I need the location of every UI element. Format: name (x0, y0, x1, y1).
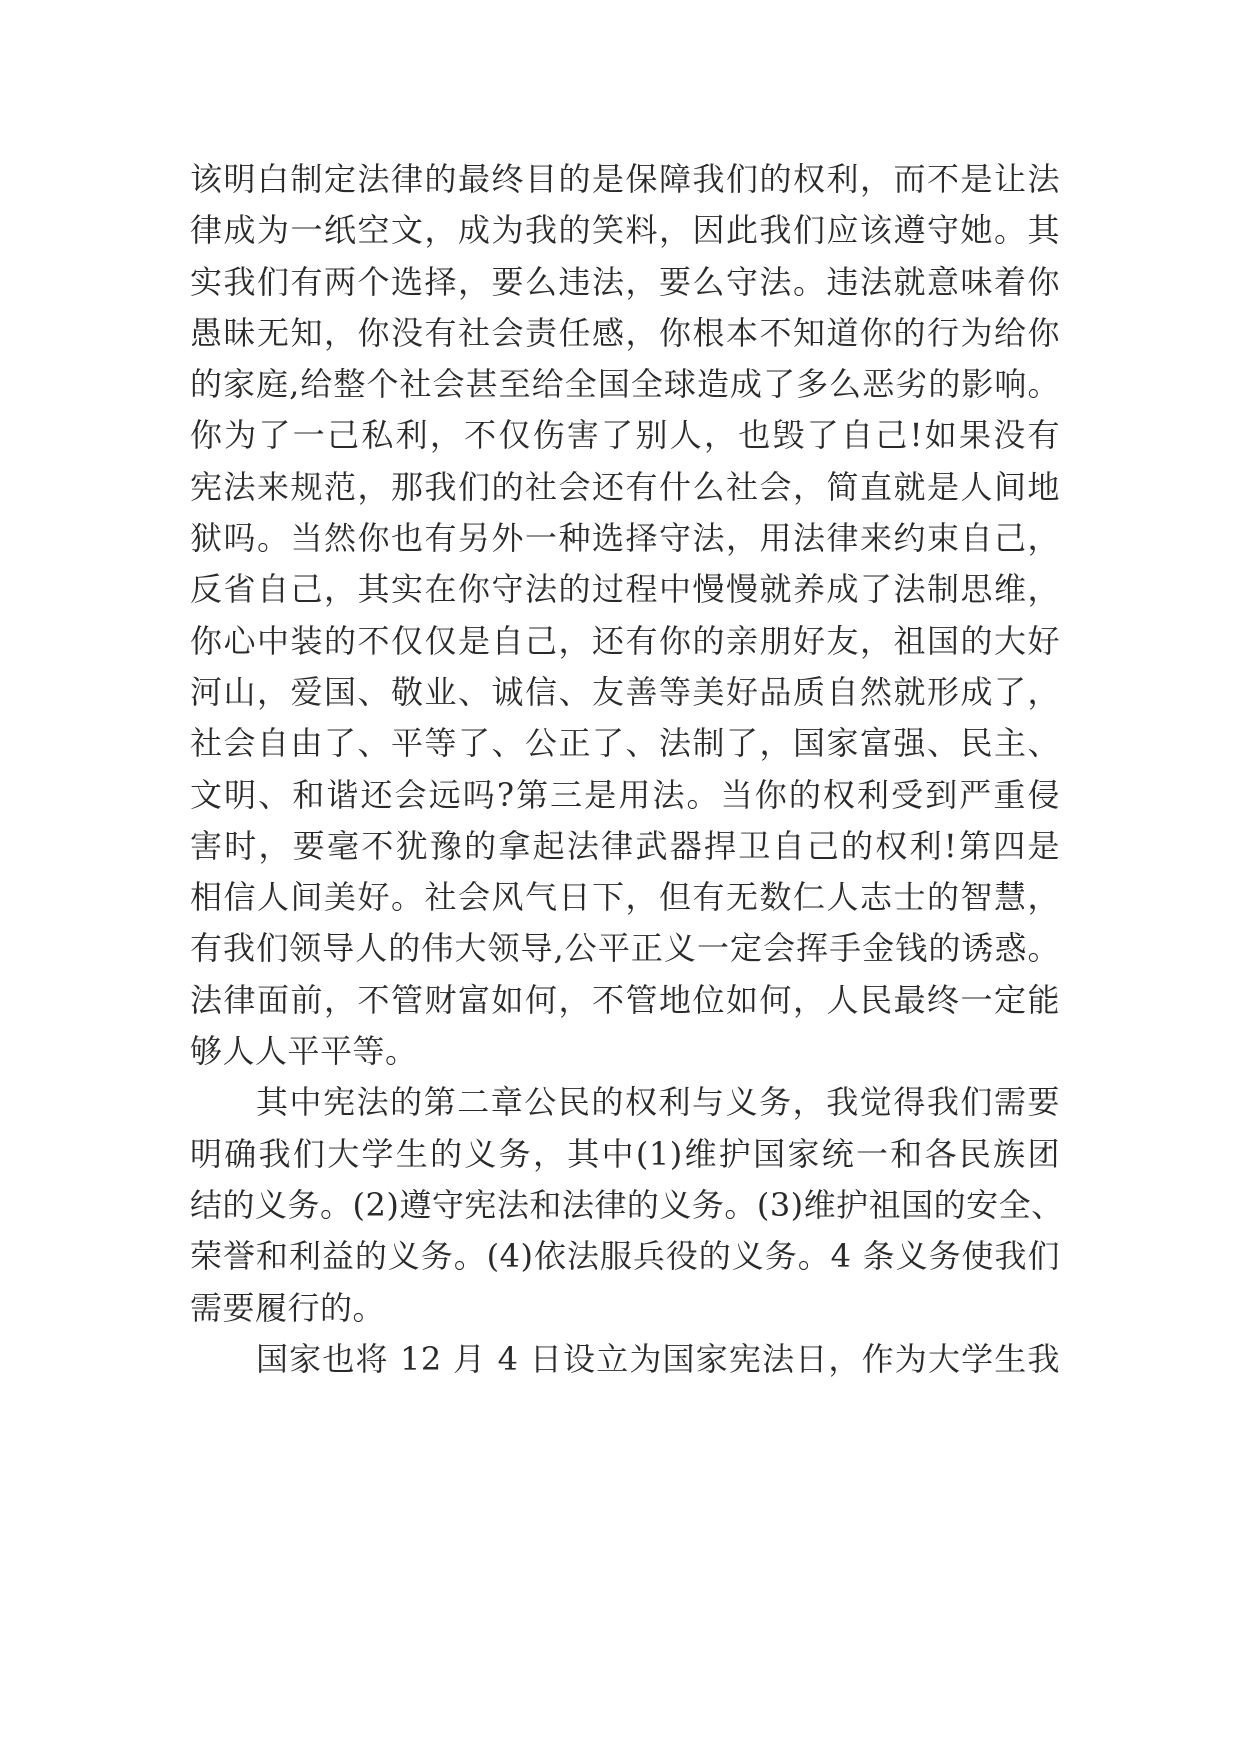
text-line: 你为了一己私利，不仅伤害了别人，也毁了自己!如果没有 (190, 416, 1060, 455)
body-text (190, 154, 1064, 1385)
text-line: 的家庭,给整个社会甚至给全国全球造成了多么恶劣的影响。 (190, 365, 1060, 404)
text-line: 相信人间美好。社会风气日下，但有无数仁人志士的智慧， (190, 878, 1060, 917)
text-line: 结的义务。(2)遵守宪法和法律的义务。(3)维护祖国的安全、 (190, 1185, 1064, 1224)
text-line: 河山，爱国、敬业、诚信、友善等美好品质自然就形成了， (190, 672, 1060, 711)
text-line: 实我们有两个选择，要么违法，要么守法。违法就意味着你 (190, 262, 1060, 301)
text-line: 你心中装的不仅仅是自己，还有你的亲朋好友，祖国的大好 (190, 621, 1060, 660)
text-line: 宪法来规范，那我们的社会还有什么社会，简直就是人间地 (190, 467, 1060, 506)
text-line: 害时，要毫不犹豫的拿起法律武器捍卫自己的权利!第四是 (190, 826, 1060, 865)
text-line: 其中宪法的第二章公民的权利与义务，我觉得我们需要 (256, 1083, 1060, 1122)
text-line: 国家也将 12 月 4 日设立为国家宪法日，作为大学生我 (256, 1339, 1060, 1378)
text-line: 社会自由了、平等了、公正了、法制了，国家富强、民主、 (190, 724, 1060, 763)
text-line: 有我们领导人的伟大领导,公平正义一定会挥手金钱的诱惑。 (190, 929, 1060, 968)
text-line: 该明白制定法律的最终目的是保障我们的权利，而不是让法 (190, 160, 1060, 198)
text-line: 荣誉和利益的义务。(4)依法服兵役的义务。4 条义务使我们 (190, 1237, 1060, 1276)
text-line: 明确我们大学生的义务，其中(1)维护国家统一和各民族团 (190, 1134, 1060, 1173)
text-line: 需要履行的。 (190, 1288, 386, 1327)
text-line: 狱吗。当然你也有另外一种选择守法，用法律来约束自己， (190, 519, 1060, 558)
text-line: 律成为一纸空文，成为我的笑料，因此我们应该遵守她。其 (190, 211, 1060, 250)
text-line: 够人人平平等。 (190, 1032, 418, 1071)
text-line: 法律面前，不管财富如何，不管地位如何，人民最终一定能 (190, 980, 1060, 1019)
text-line: 反省自己，其实在你守法的过程中慢慢就养成了法制思维， (190, 570, 1060, 609)
text-line: 愚昧无知，你没有社会责任感，你根本不知道你的行为给你 (190, 313, 1060, 352)
text-line: 文明、和谐还会远吗?第三是用法。当你的权利受到严重侵 (190, 775, 1060, 814)
